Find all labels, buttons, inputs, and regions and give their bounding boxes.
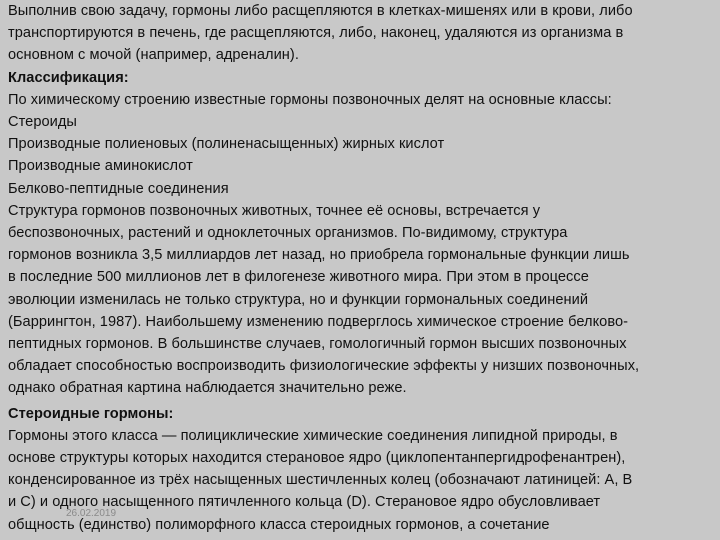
classification-line: в последние 500 миллионов лет в филогенезе животного мира. При этом в процессе [8,269,589,286]
classification-line: Белково-пептидные соединения [8,180,229,197]
classification-line: однако обратная картина наблюдается значительно реже. [8,380,407,397]
steroids-line: общность (единство) полиморфного класса стероидных гормонов, а сочетание [8,516,550,533]
steroids-line: Гормоны этого класса — полициклические химические соединения липидной природы, в [8,427,618,444]
steroids-line: конденсированное из трёх насыщенных шестичленных колец (обозначают латиницей: A, B [8,472,633,489]
steroids-line: основе структуры которых находится стерановое ядро (циклопентанпергидрофенантрен), [8,450,626,467]
classification-line: обладает способностью воспроизводить физиологические эффекты у низших позвоночных, [8,358,640,375]
classification-line: (Баррингтон, 1987). Наибольшему изменению подверглось химическое строение белково- [8,313,629,330]
classification-heading: Классификация: [8,69,129,86]
steroids-heading: Стероидные гормоны: [8,405,174,422]
classification-line: эволюции изменилась не только структура, но и функции гормональных соединений [8,291,589,308]
footer-date: 26.02.2019 [66,508,117,519]
classification-line: гормонов возникла 3,5 миллиардов лет назад, но приобрела гормональные функции лишь [8,247,630,264]
classification-line: пептидных гормонов. В большинстве случаев, гомологичный гормон высших позвоночных [8,336,627,353]
classification-line: Структура гормонов позвоночных животных, точнее её основы, встречается у [8,202,541,219]
classification-line: Производные полиеновых (полиненасыщенных) жирных кислот [8,136,445,153]
intro-line: транспортируются в печень, где расщепляются, либо, наконец, удаляются из организма в [8,25,624,42]
document-body [8,0,712,536]
classification-line: Стероиды [8,114,77,131]
classification-line: Производные аминокислот [8,158,193,175]
intro-line: Выполнив свою задачу, гормоны либо расщепляются в клетках-мишенях или в крови, либо [8,3,633,19]
intro-line: основном с мочой (например, адреналин). [8,47,299,64]
classification-line: беспозвоночных, растений и одноклеточных организмов. По-видимому, структура [8,225,568,242]
classification-line: По химическому строению известные гормоны позвоночных делят на основные классы: [8,91,612,108]
steroids-line: и C) и одного насыщенного пятичленного кольца (D). Стерановое ядро обусловливает [8,494,601,511]
